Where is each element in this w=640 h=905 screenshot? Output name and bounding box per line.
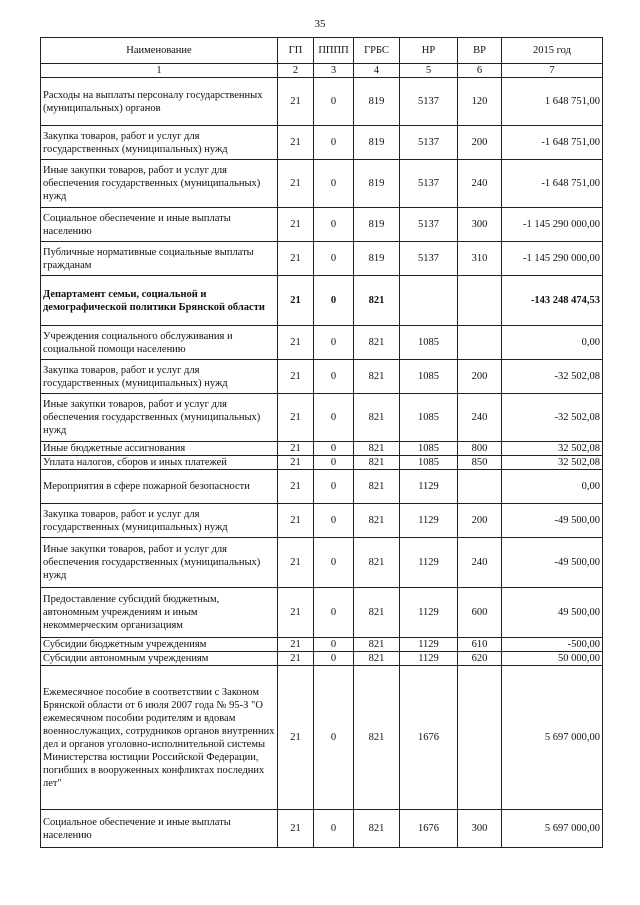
header-row: [41, 38, 603, 64]
row-name: Публичные нормативные социальные выплаты гражданам: [41, 242, 278, 276]
row-nr: 1676: [400, 810, 458, 848]
row-pppp: 0: [314, 638, 354, 652]
row-pppp: 0: [314, 208, 354, 242]
row-gp: 21: [278, 78, 314, 126]
index-cell: 6: [458, 64, 502, 78]
table-row-department: [41, 276, 603, 326]
table-row: [41, 242, 603, 276]
row-pppp: 0: [314, 588, 354, 638]
row-nr: 1085: [400, 394, 458, 442]
row-vr: 300: [458, 810, 502, 848]
row-vr: [458, 276, 502, 326]
table-row: [41, 666, 603, 810]
row-name: Социальное обеспечение и иные выплаты населению: [41, 810, 278, 848]
row-pppp: 0: [314, 360, 354, 394]
table-row: [41, 588, 603, 638]
row-grbs: 821: [354, 638, 400, 652]
row-vr: [458, 666, 502, 810]
row-amount: -1 648 751,00: [502, 160, 603, 208]
row-grbs: 821: [354, 538, 400, 588]
row-gp: 21: [278, 638, 314, 652]
row-gp: 21: [278, 160, 314, 208]
row-grbs: 821: [354, 394, 400, 442]
row-grbs: 821: [354, 666, 400, 810]
table-row: [41, 360, 603, 394]
header-grbs: ГРБС: [354, 38, 400, 64]
table-row: [41, 78, 603, 126]
row-gp: 21: [278, 208, 314, 242]
row-nr: 1085: [400, 326, 458, 360]
row-pppp: 0: [314, 242, 354, 276]
row-nr: 1085: [400, 360, 458, 394]
row-pppp: 0: [314, 126, 354, 160]
table-row: [41, 652, 603, 666]
row-grbs: 821: [354, 276, 400, 326]
row-gp: 21: [278, 360, 314, 394]
row-name: Закупка товаров, работ и услуг для государственных (муниципальных) нужд: [41, 126, 278, 160]
index-row: [41, 64, 603, 78]
row-name: Закупка товаров, работ и услуг для государственных (муниципальных) нужд: [41, 504, 278, 538]
row-amount: -1 648 751,00: [502, 126, 603, 160]
row-nr: 1129: [400, 470, 458, 504]
table-row: [41, 160, 603, 208]
row-name: Иные закупки товаров, работ и услуг для обеспечения государственных (муниципальных) нужд: [41, 160, 278, 208]
row-gp: 21: [278, 442, 314, 456]
row-amount: 32 502,08: [502, 442, 603, 456]
row-pppp: 0: [314, 276, 354, 326]
row-grbs: 821: [354, 470, 400, 504]
row-grbs: 821: [354, 442, 400, 456]
header-pppp: ПППП: [314, 38, 354, 64]
row-pppp: 0: [314, 666, 354, 810]
row-amount: -500,00: [502, 638, 603, 652]
row-pppp: 0: [314, 326, 354, 360]
row-grbs: 821: [354, 810, 400, 848]
row-amount: -32 502,08: [502, 360, 603, 394]
row-gp: 21: [278, 326, 314, 360]
row-amount: 5 697 000,00: [502, 810, 603, 848]
row-gp: 21: [278, 504, 314, 538]
row-nr: 1129: [400, 638, 458, 652]
row-vr: [458, 326, 502, 360]
row-amount: -49 500,00: [502, 538, 603, 588]
header-name: Наименование: [41, 38, 278, 64]
index-cell: 7: [502, 64, 603, 78]
row-vr: 600: [458, 588, 502, 638]
row-amount: 50 000,00: [502, 652, 603, 666]
row-nr: 1085: [400, 442, 458, 456]
row-grbs: 821: [354, 456, 400, 470]
row-gp: 21: [278, 810, 314, 848]
row-amount: -143 248 474,53: [502, 276, 603, 326]
row-name: Учреждения социального обслуживания и социальной помощи населению: [41, 326, 278, 360]
row-nr: 1085: [400, 456, 458, 470]
row-pppp: 0: [314, 538, 354, 588]
row-gp: 21: [278, 470, 314, 504]
row-nr: 5137: [400, 208, 458, 242]
row-grbs: 821: [354, 588, 400, 638]
row-pppp: 0: [314, 470, 354, 504]
row-name: Социальное обеспечение и иные выплаты населению: [41, 208, 278, 242]
row-vr: 310: [458, 242, 502, 276]
row-name: Уплата налогов, сборов и иных платежей: [41, 456, 278, 470]
row-vr: 300: [458, 208, 502, 242]
row-amount: 49 500,00: [502, 588, 603, 638]
table-row: [41, 504, 603, 538]
row-gp: 21: [278, 652, 314, 666]
row-name: Иные закупки товаров, работ и услуг для обеспечения государственных (муниципальных) нужд: [41, 394, 278, 442]
row-nr: 5137: [400, 78, 458, 126]
row-grbs: 819: [354, 160, 400, 208]
row-nr: 1129: [400, 588, 458, 638]
index-cell: 2: [278, 64, 314, 78]
row-amount: -49 500,00: [502, 504, 603, 538]
row-name: Расходы на выплаты персоналу государственных (муниципальных) органов: [41, 78, 278, 126]
row-gp: 21: [278, 126, 314, 160]
row-vr: 620: [458, 652, 502, 666]
table-row: [41, 326, 603, 360]
row-nr: 1676: [400, 666, 458, 810]
row-amount: 0,00: [502, 326, 603, 360]
row-vr: 120: [458, 78, 502, 126]
budget-table: [40, 37, 603, 848]
header-nr: НР: [400, 38, 458, 64]
row-amount: -1 145 290 000,00: [502, 242, 603, 276]
table-row: [41, 208, 603, 242]
row-nr: 5137: [400, 160, 458, 208]
row-gp: 21: [278, 276, 314, 326]
row-name: Мероприятия в сфере пожарной безопасности: [41, 470, 278, 504]
row-nr: 5137: [400, 126, 458, 160]
page-number: 35: [314, 18, 326, 30]
row-nr: 1129: [400, 504, 458, 538]
table-row: [41, 470, 603, 504]
row-nr: 1129: [400, 652, 458, 666]
header-year: 2015 год: [502, 38, 603, 64]
row-vr: 240: [458, 160, 502, 208]
row-grbs: 821: [354, 652, 400, 666]
row-name: Субсидии бюджетным учреждениям: [41, 638, 278, 652]
row-name: Иные бюджетные ассигнования: [41, 442, 278, 456]
row-grbs: 819: [354, 78, 400, 126]
row-amount: 1 648 751,00: [502, 78, 603, 126]
table-row: [41, 126, 603, 160]
row-pppp: 0: [314, 78, 354, 126]
table-row: [41, 638, 603, 652]
table-row: [41, 394, 603, 442]
row-grbs: 821: [354, 326, 400, 360]
index-cell: 1: [41, 64, 278, 78]
row-nr: 1129: [400, 538, 458, 588]
row-pppp: 0: [314, 442, 354, 456]
row-pppp: 0: [314, 652, 354, 666]
row-vr: 200: [458, 360, 502, 394]
header-vr: ВР: [458, 38, 502, 64]
row-pppp: 0: [314, 810, 354, 848]
row-vr: 850: [458, 456, 502, 470]
row-name: Закупка товаров, работ и услуг для государственных (муниципальных) нужд: [41, 360, 278, 394]
row-pppp: 0: [314, 504, 354, 538]
row-amount: 5 697 000,00: [502, 666, 603, 810]
row-vr: [458, 470, 502, 504]
table-row: [41, 538, 603, 588]
row-vr: 200: [458, 504, 502, 538]
row-vr: 200: [458, 126, 502, 160]
row-gp: 21: [278, 456, 314, 470]
index-cell: 5: [400, 64, 458, 78]
row-pppp: 0: [314, 160, 354, 208]
row-nr: [400, 276, 458, 326]
row-grbs: 819: [354, 242, 400, 276]
table-row: [41, 442, 603, 456]
table-row: [41, 456, 603, 470]
row-name: Ежемесячное пособие в соответствии с Законом Брянской области от 6 июля 2007 года № 95-З "О ежемесячном пособии родителям и вдовам военнослужащих, сотрудников органов внутренних дел и органов уголовно-исполнительной системы Министерства юстиции Российской Федерации, погибших в вооруженных конфликтах последних лет": [41, 666, 278, 810]
index-cell: 3: [314, 64, 354, 78]
row-gp: 21: [278, 538, 314, 588]
row-pppp: 0: [314, 394, 354, 442]
row-pppp: 0: [314, 456, 354, 470]
row-grbs: 821: [354, 504, 400, 538]
row-grbs: 819: [354, 126, 400, 160]
row-grbs: 821: [354, 360, 400, 394]
row-name: Субсидии автономным учреждениям: [41, 652, 278, 666]
row-name: Департамент семьи, социальной и демографической политики Брянской области: [41, 276, 278, 326]
row-amount: 32 502,08: [502, 456, 603, 470]
row-gp: 21: [278, 394, 314, 442]
row-vr: 800: [458, 442, 502, 456]
row-gp: 21: [278, 666, 314, 810]
row-gp: 21: [278, 242, 314, 276]
row-grbs: 819: [354, 208, 400, 242]
row-name: Предоставление субсидий бюджетным, автономным учреждениям и иным некоммерческим организациям: [41, 588, 278, 638]
row-vr: 610: [458, 638, 502, 652]
row-amount: -1 145 290 000,00: [502, 208, 603, 242]
header-gp: ГП: [278, 38, 314, 64]
row-vr: 240: [458, 538, 502, 588]
row-amount: 0,00: [502, 470, 603, 504]
index-cell: 4: [354, 64, 400, 78]
row-amount: -32 502,08: [502, 394, 603, 442]
row-vr: 240: [458, 394, 502, 442]
row-nr: 5137: [400, 242, 458, 276]
table-row: [41, 810, 603, 848]
row-name: Иные закупки товаров, работ и услуг для обеспечения государственных (муниципальных) нужд: [41, 538, 278, 588]
row-gp: 21: [278, 588, 314, 638]
